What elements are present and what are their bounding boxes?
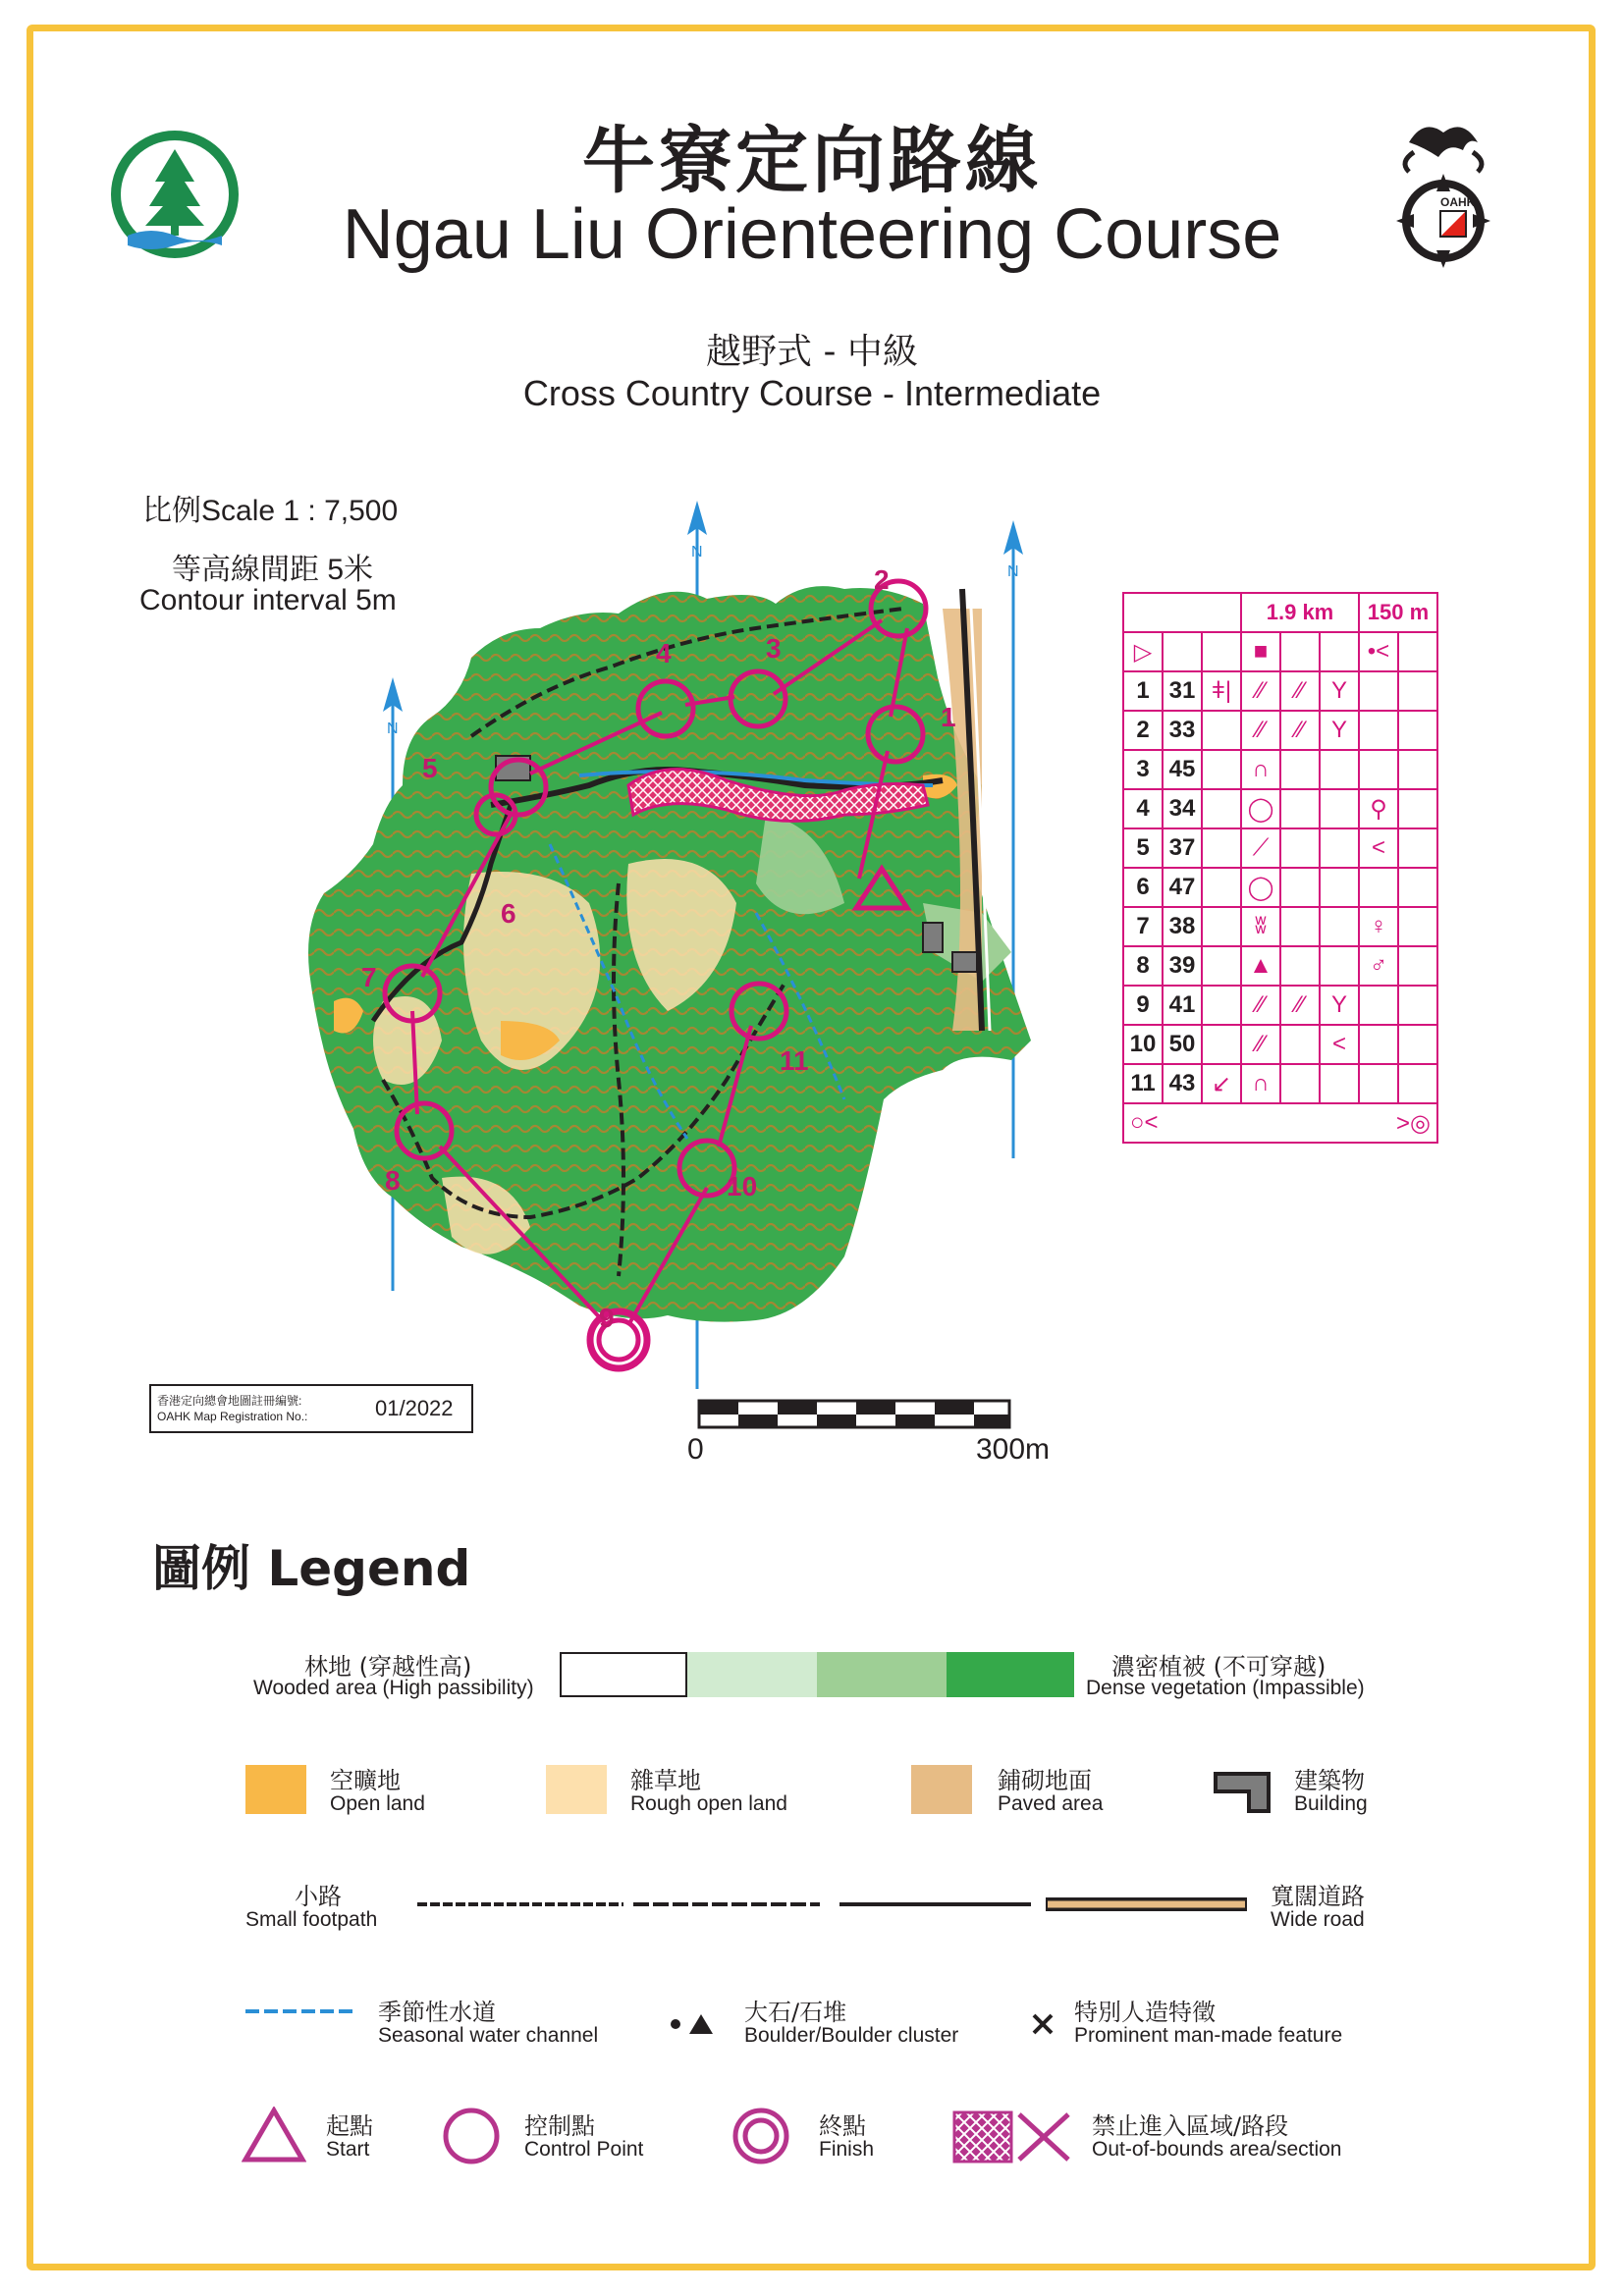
legend-oob-zh: 禁止進入區域/路段	[1092, 2112, 1289, 2140]
control-number: 9	[599, 1303, 615, 1333]
boulder-icon	[668, 2012, 717, 2036]
control-number: 7	[361, 962, 377, 992]
control-number: 2	[874, 564, 890, 595]
veg-swatch-white	[560, 1652, 687, 1697]
registration-number: 01/2022	[375, 1396, 454, 1420]
start-symbol-icon: ▷	[1123, 632, 1163, 671]
legend-boulder-en: Boulder/Boulder cluster	[744, 2024, 959, 2047]
veg-swatch-dense	[947, 1652, 1074, 1697]
course-type-english: Cross Country Course - Intermediate	[522, 373, 1102, 413]
legend-start-zh: 起點	[326, 2112, 373, 2140]
veg-swatch-light	[687, 1652, 817, 1697]
finish-icon	[731, 2107, 790, 2165]
legend-paved-zh: 鋪砌地面	[998, 1767, 1092, 1794]
legend-finish-zh: 終點	[819, 2112, 866, 2140]
legend-footpath-zh: 小路	[295, 1883, 342, 1910]
control-point-icon	[442, 2107, 501, 2165]
man-made-feature-icon	[1031, 2012, 1055, 2036]
legend-water-en: Seasonal water channel	[378, 2024, 599, 2047]
control-number: 6	[501, 898, 516, 929]
control-number: 1	[941, 702, 956, 732]
legend-man-made-zh: 特別人造特徵	[1074, 1999, 1216, 2026]
contour-interval-zh: 等高線間距 5米	[172, 554, 374, 586]
legend-open-land-en: Open land	[330, 1792, 425, 1815]
legend-rough-zh: 雜草地	[630, 1767, 701, 1794]
control-number: 4	[656, 638, 672, 668]
veg-swatch-medium	[817, 1652, 947, 1697]
legend-wooded-en: Wooded area (High passibility)	[253, 1677, 534, 1699]
finish-circle	[589, 1310, 648, 1369]
legend-wooded-zh: 林地 (穿越性高)	[304, 1653, 472, 1681]
legend-man-made-en: Prominent man-made feature	[1074, 2024, 1343, 2047]
title-chinese: 牛寮定向路線	[582, 119, 1042, 203]
legend-building-en: Building	[1294, 1792, 1368, 1815]
control-number: 10	[727, 1171, 758, 1201]
north-label: N	[1007, 563, 1019, 580]
out-of-bounds-icon	[952, 2110, 1072, 2163]
scale-label: 比例Scale 1 : 7,500	[142, 495, 399, 527]
course-length: 1.9 km	[1241, 593, 1359, 632]
paved-swatch	[911, 1765, 972, 1814]
north-label: N	[387, 721, 399, 737]
open-land-swatch	[245, 1765, 306, 1814]
control-number: 8	[385, 1165, 401, 1196]
control-number: 3	[766, 633, 782, 664]
map-registration-box: 香港定向總會地圖註冊編號: OAHK Map Registration No.: 01/2022	[149, 1384, 473, 1433]
legend-control-zh: 控制點	[524, 2112, 595, 2140]
legend-rough-en: Rough open land	[630, 1792, 787, 1815]
title-english: Ngau Liu Orienteering Course	[342, 195, 1282, 274]
legend-dense-zh: 濃密植被 (不可穿越)	[1111, 1653, 1326, 1681]
start-triangle-icon	[242, 2107, 306, 2163]
legend-wide-road-en: Wide road	[1271, 1908, 1365, 1931]
legend-paved-en: Paved area	[998, 1792, 1104, 1815]
legend-title: 圖例 Legend	[152, 1540, 471, 1597]
scale-bar-start: 0	[687, 1433, 704, 1466]
legend-boulder-zh: 大石/石堆	[744, 1999, 847, 2026]
legend-wide-road-zh: 寬闊道路	[1271, 1883, 1365, 1910]
legend-finish-en: Finish	[819, 2138, 875, 2161]
legend-start-en: Start	[326, 2138, 370, 2161]
legend-water-zh: 季節性水道	[378, 1999, 496, 2026]
legend-dense-en: Dense vegetation (Impassible)	[1086, 1677, 1365, 1699]
rough-open-swatch	[546, 1765, 607, 1814]
legend-oob-en: Out-of-bounds area/section	[1092, 2138, 1342, 2161]
building-swatch	[1214, 1772, 1271, 1813]
water-channel-swatch	[245, 2006, 353, 2016]
orienteering-map	[295, 491, 1060, 1404]
oahk-logo-text: OAHK	[1440, 195, 1476, 209]
legend-control-en: Control Point	[524, 2138, 644, 2161]
north-label: N	[691, 544, 703, 561]
control-description-sheet: 1.9 km 150 m ▷ ■ •< 1 31 ǂ| ⁄⁄ ⁄⁄ Y 2 33 ⁄⁄ ⁄⁄ Y 3 45 ∩ 4 34 ◯ ⚲ 5 37 ⟋ < 6 47 ◯ 7 38 ʬ ♀ 8 39 ▲ ♂ 9 41 ⁄⁄ ⁄⁄ Y 10 50 ⁄⁄ < 11 43 ↙ ∩ ○< >◎	[1122, 592, 1438, 1144]
legend-building-zh: 建築物	[1294, 1767, 1365, 1794]
course-type-chinese: 越野式 - 中級	[706, 332, 918, 372]
legend-open-land-zh: 空曠地	[330, 1767, 401, 1794]
scale-bar-end: 300m	[976, 1433, 1051, 1466]
control-number: 11	[780, 1045, 809, 1076]
scale-bar	[697, 1399, 1011, 1433]
path-type-lines	[417, 1895, 1281, 1914]
legend-footpath-en: Small footpath	[245, 1908, 378, 1931]
contour-interval-en: Contour interval 5m	[139, 584, 397, 616]
course-climb: 150 m	[1359, 593, 1437, 632]
control-number: 5	[422, 753, 438, 783]
